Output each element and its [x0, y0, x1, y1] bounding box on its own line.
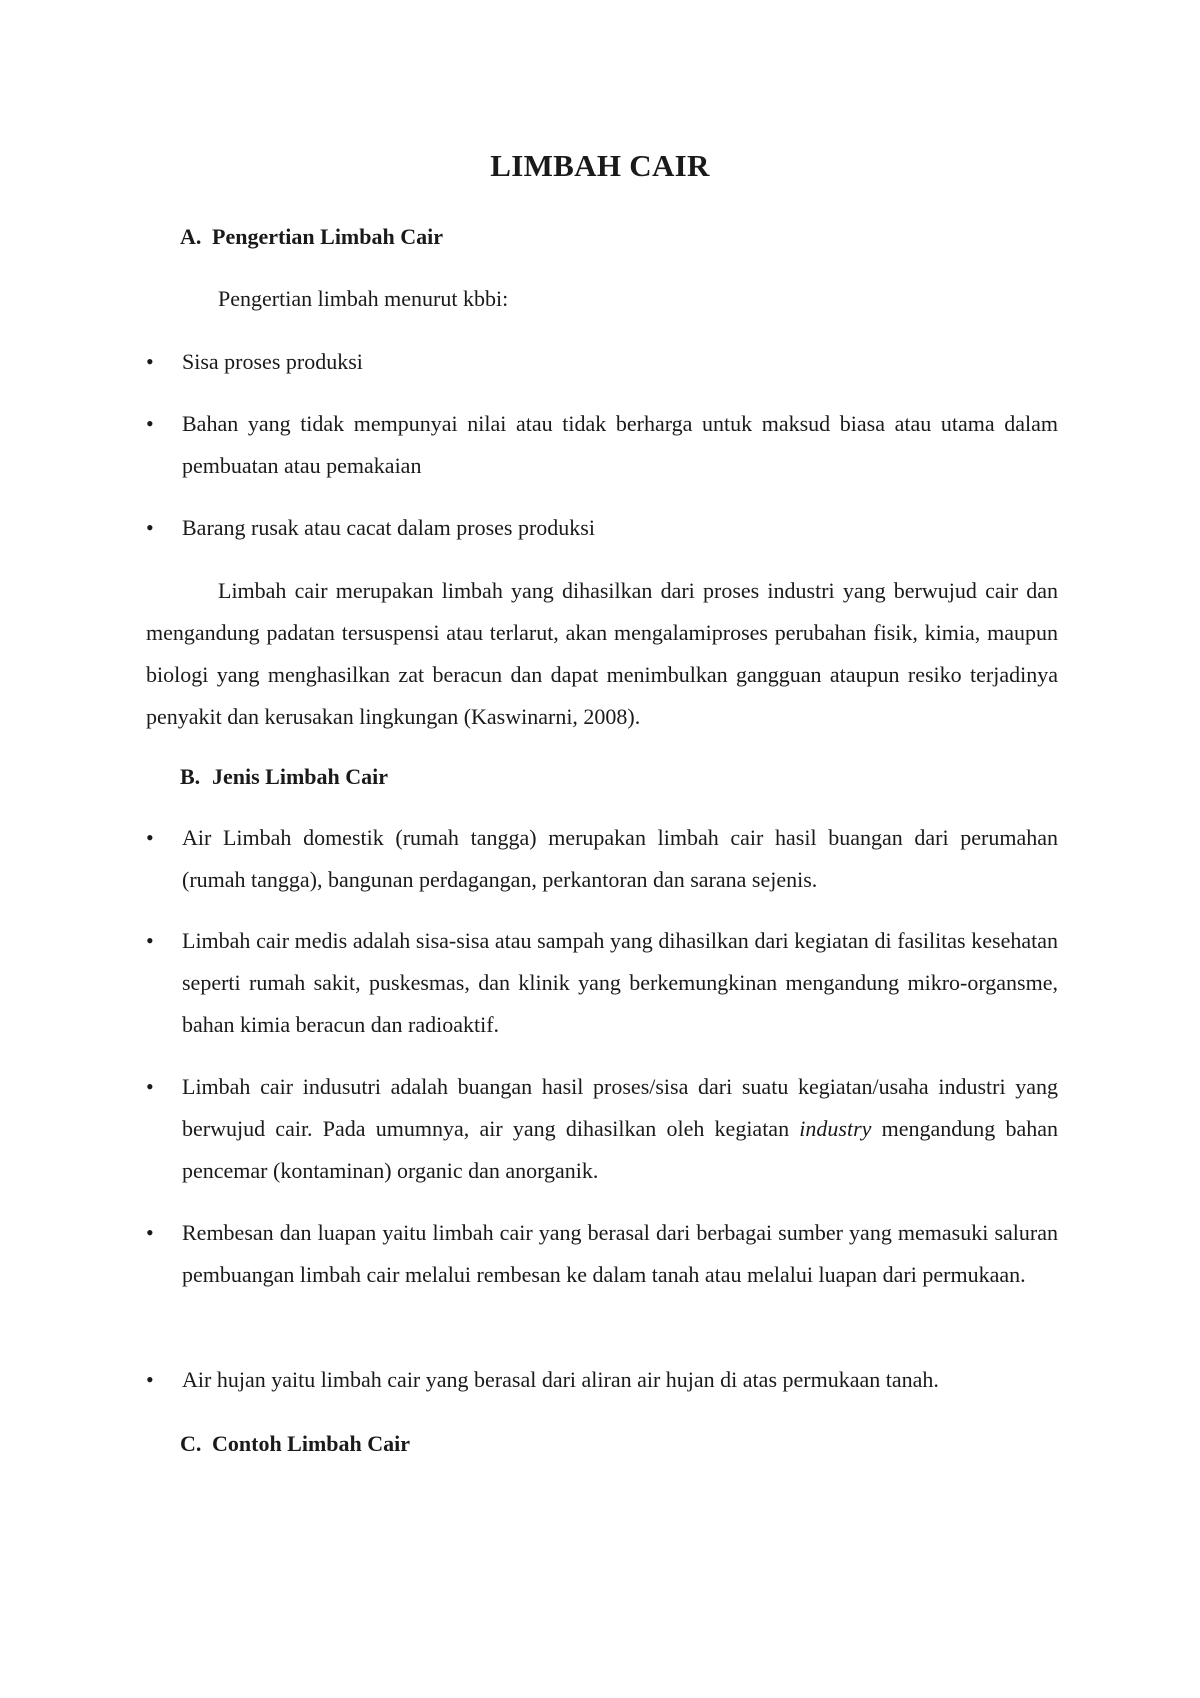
- section-b-letter: B.: [180, 764, 201, 789]
- list-item-text-part: mengandung bahan pencemar (kontaminan) organic dan anorganik.: [182, 1116, 1059, 1183]
- section-b-heading: [180, 762, 388, 792]
- bullet-marker: •: [146, 825, 154, 850]
- list-item: [146, 1359, 1058, 1401]
- document-title: LIMBAH CAIR: [490, 148, 710, 183]
- list-item: [146, 507, 1058, 549]
- list-item: [146, 1066, 1058, 1192]
- list-item-text: Bahan yang tidak mempunyai nilai atau tidak berharga untuk maksud biasa atau utama dalam pembuatan atau pemakaian: [182, 411, 1058, 478]
- section-c-title: Contoh Limbah Cair: [212, 1431, 411, 1456]
- list-item-text: Limbah cair medis adalah sisa-sisa atau sampah yang dihasilkan dari kegiatan di fasilitas kesehatan seperti rumah sakit, puskesmas, dan klinik yang berkemungkinan mengandung mikro-organsme, bahan kimia beracun dan radioaktif.: [182, 928, 1058, 1037]
- list-item: [146, 1212, 1058, 1296]
- list-item-text-part: Limbah cair indusutri adalah buangan hasil proses/sisa dari suatu kegiatan/usaha industri yang berwujud cair. Pada umumnya, air yang dihasilkan oleh kegiatan: [182, 1074, 1058, 1141]
- bullet-marker: •: [146, 515, 154, 540]
- list-item-text: Barang rusak atau cacat dalam proses produksi: [182, 515, 595, 540]
- bullet-marker: •: [146, 1074, 154, 1099]
- section-c-heading: [180, 1429, 410, 1459]
- list-item: [146, 817, 1058, 901]
- list-item: [146, 403, 1058, 487]
- section-b-title: Jenis Limbah Cair: [212, 764, 389, 789]
- list-item: [146, 920, 1058, 1046]
- list-item: [146, 341, 1058, 383]
- bullet-marker: •: [146, 928, 154, 953]
- section-a-title: Pengertian Limbah Cair: [212, 224, 443, 249]
- list-item-text: Sisa proses produksi: [182, 349, 363, 374]
- section-a-paragraph: Limbah cair merupakan limbah yang dihasilkan dari proses industri yang berwujud cair dan mengandung padatan tersuspensi atau terlarut, akan mengalamiproses perubahan fisik, kimia, maupun biologi yang menghasilkan zat beracun dan dapat menimbulkan gangguan ataupun resiko terjadinya penyakit dan kerusakan lingkungan (Kaswinarni, 2008).: [146, 578, 1058, 729]
- bullet-marker: •: [146, 411, 154, 436]
- section-a-intro: Pengertian limbah menurut kbbi:: [218, 286, 509, 311]
- list-item-text: Rembesan dan luapan yaitu limbah cair yang berasal dari berbagai sumber yang memasuki saluran pembuangan limbah cair melalui rembesan ke dalam tanah atau melalui luapan dari permukaan.: [182, 1220, 1058, 1287]
- section-a-letter: A.: [180, 224, 202, 249]
- italic-term: industry: [799, 1116, 872, 1141]
- bullet-marker: •: [146, 1367, 154, 1392]
- list-item-text: Air hujan yaitu limbah cair yang berasal dari aliran air hujan di atas permukaan tanah.: [182, 1367, 939, 1392]
- bullet-marker: •: [146, 349, 154, 374]
- bullet-marker: •: [146, 1220, 154, 1245]
- section-c-letter: C.: [180, 1431, 202, 1456]
- list-item-text: Air Limbah domestik (rumah tangga) merupakan limbah cair hasil buangan dari perumahan (rumah tangga), bangunan perdagangan, perkantoran dan sarana sejenis.: [182, 825, 1058, 892]
- section-a-heading: [180, 222, 443, 252]
- list-item-text: [182, 1066, 1058, 1192]
